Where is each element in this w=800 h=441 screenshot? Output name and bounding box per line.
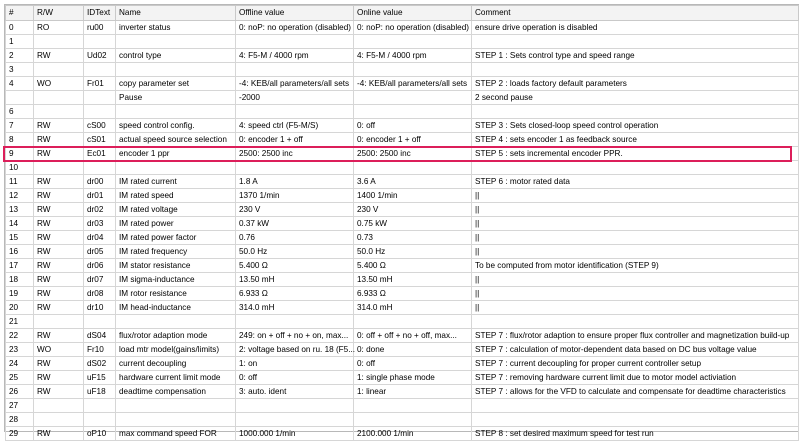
idtext-cell (84, 91, 116, 105)
idtext-cell (84, 105, 116, 119)
offline-value-cell[interactable]: 6.933 Ω (236, 287, 354, 301)
table-row[interactable] (6, 49, 799, 63)
index-cell: 9 (6, 147, 34, 161)
table-row[interactable] (6, 175, 799, 189)
idtext-cell: uF15 (84, 371, 116, 385)
rw-cell (34, 91, 84, 105)
header-row (6, 6, 799, 21)
online-value-cell[interactable]: 230 V (354, 203, 472, 217)
comment-cell (472, 413, 799, 427)
table-row[interactable] (6, 63, 799, 77)
comment-cell (472, 63, 799, 77)
online-value-cell[interactable]: -4: KEB/all parameters/all sets (354, 77, 472, 91)
idtext-cell: Ud02 (84, 49, 116, 63)
column-header-online-value[interactable]: Online value (354, 6, 472, 21)
comment-cell: || (472, 273, 799, 287)
index-cell: 20 (6, 301, 34, 315)
online-value-cell[interactable]: 0: off + off + no + off, max... (354, 329, 472, 343)
name-cell: IM rated frequency (116, 245, 236, 259)
column-header-idtext[interactable]: IDText (84, 6, 116, 21)
rw-cell: RW (34, 273, 84, 287)
online-value-cell[interactable] (354, 161, 472, 175)
offline-value-cell[interactable] (236, 105, 354, 119)
idtext-cell (84, 399, 116, 413)
rw-cell (34, 413, 84, 427)
comment-cell: To be computed from motor identification (STEP 9) (472, 259, 799, 273)
comment-cell: || (472, 217, 799, 231)
offline-value-cell[interactable] (236, 413, 354, 427)
rw-cell: RW (34, 49, 84, 63)
name-cell: control type (116, 49, 236, 63)
idtext-cell (84, 161, 116, 175)
table-row[interactable] (6, 329, 799, 343)
offline-value-cell[interactable]: 0: noP: no operation (disabled) (236, 21, 354, 35)
table-row[interactable] (6, 21, 799, 35)
name-cell: IM head-inductance (116, 301, 236, 315)
rw-cell: RW (34, 357, 84, 371)
idtext-cell: dr05 (84, 245, 116, 259)
name-cell: Pause (116, 91, 236, 105)
index-cell: 11 (6, 175, 34, 189)
rw-cell: RW (34, 133, 84, 147)
name-cell (116, 105, 236, 119)
offline-value-cell[interactable]: 249: on + off + no + on, max... (236, 329, 354, 343)
rw-cell: RW (34, 259, 84, 273)
name-cell: copy parameter set (116, 77, 236, 91)
index-cell: 29 (6, 427, 34, 441)
idtext-cell: dr00 (84, 175, 116, 189)
comment-cell: || (472, 245, 799, 259)
online-value-cell[interactable]: 314.0 mH (354, 301, 472, 315)
idtext-cell: uF18 (84, 385, 116, 399)
index-cell: 19 (6, 287, 34, 301)
idtext-cell: Fr10 (84, 343, 116, 357)
table-row[interactable] (6, 161, 799, 175)
comment-cell: STEP 5 : sets incremental encoder PPR. (472, 147, 799, 161)
online-value-cell[interactable]: 0: encoder 1 + off (354, 133, 472, 147)
offline-value-cell[interactable]: 1000.000 1/min (236, 427, 354, 441)
index-cell: 28 (6, 413, 34, 427)
comment-cell: || (472, 231, 799, 245)
rw-cell: RW (34, 385, 84, 399)
rw-cell: RW (34, 119, 84, 133)
name-cell: flux/rotor adaption mode (116, 329, 236, 343)
rw-cell: RW (34, 245, 84, 259)
comment-cell: STEP 4 : sets encoder 1 as feedback source (472, 133, 799, 147)
idtext-cell (84, 63, 116, 77)
idtext-cell: dr02 (84, 203, 116, 217)
idtext-cell: Fr01 (84, 77, 116, 91)
parameter-grid (4, 4, 799, 438)
name-cell: IM rated current (116, 175, 236, 189)
table-row[interactable] (6, 133, 799, 147)
idtext-cell: dr07 (84, 273, 116, 287)
index-cell: 27 (6, 399, 34, 413)
comment-cell (472, 399, 799, 413)
offline-value-cell[interactable] (236, 63, 354, 77)
offline-value-cell[interactable]: 230 V (236, 203, 354, 217)
rw-cell: RW (34, 231, 84, 245)
index-cell (6, 91, 34, 105)
table-row[interactable] (6, 105, 799, 119)
index-cell: 23 (6, 343, 34, 357)
online-value-cell[interactable]: 3.6 A (354, 175, 472, 189)
comment-cell: || (472, 203, 799, 217)
comment-cell: STEP 1 : Sets control type and speed range (472, 49, 799, 63)
online-value-cell[interactable]: 0: done (354, 343, 472, 357)
online-value-cell[interactable]: 1400 1/min (354, 189, 472, 203)
comment-cell: STEP 7 : current decoupling for proper current controller setup (472, 357, 799, 371)
offline-value-cell[interactable]: -4: KEB/all parameters/all sets (236, 77, 354, 91)
rw-cell: WO (34, 343, 84, 357)
offline-value-cell[interactable]: 3: auto. ident (236, 385, 354, 399)
index-cell: 6 (6, 105, 34, 119)
name-cell: max command speed FOR (116, 427, 236, 441)
offline-value-cell[interactable]: 1370 1/min (236, 189, 354, 203)
column-header-comment[interactable]: Comment (472, 6, 799, 21)
name-cell (116, 413, 236, 427)
index-cell: 1 (6, 35, 34, 49)
name-cell (116, 399, 236, 413)
index-cell: 3 (6, 63, 34, 77)
index-cell: 15 (6, 231, 34, 245)
table-row[interactable] (6, 385, 799, 399)
index-cell: 4 (6, 77, 34, 91)
table-row[interactable] (6, 189, 799, 203)
table-row[interactable] (6, 91, 799, 105)
rw-cell (34, 315, 84, 329)
index-cell: 2 (6, 49, 34, 63)
idtext-cell: dr08 (84, 287, 116, 301)
index-cell: 12 (6, 189, 34, 203)
comment-cell: STEP 8 : set desired maximum speed for test run (472, 427, 799, 441)
offline-value-cell[interactable] (236, 399, 354, 413)
rw-cell (34, 105, 84, 119)
comment-cell: STEP 2 : loads factory default parameters (472, 77, 799, 91)
offline-value-cell[interactable]: 0.37 kW (236, 217, 354, 231)
table-row[interactable] (6, 119, 799, 133)
table-row[interactable] (6, 273, 799, 287)
index-cell: 18 (6, 273, 34, 287)
rw-cell: RW (34, 287, 84, 301)
name-cell (116, 161, 236, 175)
offline-value-cell[interactable]: 2500: 2500 inc (236, 147, 354, 161)
idtext-cell: Ec01 (84, 147, 116, 161)
index-cell: 0 (6, 21, 34, 35)
rw-cell (34, 399, 84, 413)
index-cell: 8 (6, 133, 34, 147)
offline-value-cell[interactable] (236, 315, 354, 329)
column-header-index[interactable]: # (6, 6, 34, 21)
index-cell: 26 (6, 385, 34, 399)
online-value-cell[interactable] (354, 35, 472, 49)
table-row[interactable] (6, 35, 799, 49)
table-row[interactable] (6, 315, 799, 329)
comment-cell (472, 161, 799, 175)
name-cell: IM sigma-inductance (116, 273, 236, 287)
idtext-cell: dr04 (84, 231, 116, 245)
offline-value-cell[interactable] (236, 161, 354, 175)
online-value-cell[interactable]: 50.0 Hz (354, 245, 472, 259)
online-value-cell[interactable] (354, 399, 472, 413)
index-cell: 25 (6, 371, 34, 385)
table-row[interactable] (6, 371, 799, 385)
idtext-cell: oP10 (84, 427, 116, 441)
name-cell (116, 315, 236, 329)
name-cell: speed control config. (116, 119, 236, 133)
offline-value-cell[interactable]: 0: off (236, 371, 354, 385)
idtext-cell: dr06 (84, 259, 116, 273)
online-value-cell[interactable]: 0.73 (354, 231, 472, 245)
online-value-cell[interactable]: 2100.000 1/min (354, 427, 472, 441)
name-cell: deadtime compensation (116, 385, 236, 399)
table-row[interactable] (6, 203, 799, 217)
offline-value-cell[interactable]: 0.76 (236, 231, 354, 245)
online-value-cell[interactable] (354, 315, 472, 329)
column-header-offline-value[interactable]: Offline value (236, 6, 354, 21)
comment-cell: STEP 7 : removing hardware current limit due to motor model activiation (472, 371, 799, 385)
idtext-cell (84, 315, 116, 329)
offline-value-cell[interactable]: 13.50 mH (236, 273, 354, 287)
name-cell: IM rated power (116, 217, 236, 231)
index-cell: 13 (6, 203, 34, 217)
rw-cell: RW (34, 189, 84, 203)
table-row[interactable] (6, 399, 799, 413)
offline-value-cell[interactable]: -2000 (236, 91, 354, 105)
rw-cell: RW (34, 427, 84, 441)
rw-cell: RW (34, 147, 84, 161)
online-value-cell[interactable] (354, 91, 472, 105)
name-cell: IM rated power factor (116, 231, 236, 245)
idtext-cell (84, 413, 116, 427)
index-cell: 14 (6, 217, 34, 231)
idtext-cell: dS02 (84, 357, 116, 371)
comment-cell: STEP 7 : calculation of motor-dependent data based on DC bus voltage value (472, 343, 799, 357)
comment-cell: STEP 7 : allows for the VFD to calculate and compensate for deadtime characteristics (472, 385, 799, 399)
index-cell: 16 (6, 245, 34, 259)
name-cell: inverter status (116, 21, 236, 35)
table-row[interactable] (6, 357, 799, 371)
index-cell: 17 (6, 259, 34, 273)
online-value-cell[interactable]: 1: single phase mode (354, 371, 472, 385)
name-cell (116, 35, 236, 49)
rw-cell: RO (34, 21, 84, 35)
table-row[interactable] (6, 259, 799, 273)
name-cell: hardware current limit mode (116, 371, 236, 385)
comment-cell: STEP 6 : motor rated data (472, 175, 799, 189)
idtext-cell: dS04 (84, 329, 116, 343)
name-cell: IM rated voltage (116, 203, 236, 217)
offline-value-cell[interactable]: 0: encoder 1 + off (236, 133, 354, 147)
idtext-cell: cS00 (84, 119, 116, 133)
comment-cell: || (472, 287, 799, 301)
online-value-cell[interactable]: 13.50 mH (354, 273, 472, 287)
online-value-cell[interactable]: 1: linear (354, 385, 472, 399)
rw-cell: WO (34, 77, 84, 91)
offline-value-cell[interactable]: 50.0 Hz (236, 245, 354, 259)
name-cell: load mtr model(gains/limits) (116, 343, 236, 357)
online-value-cell[interactable]: 6.933 Ω (354, 287, 472, 301)
online-value-cell[interactable] (354, 105, 472, 119)
parameter-table (5, 5, 799, 441)
comment-cell: STEP 3 : Sets closed-loop speed control operation (472, 119, 799, 133)
online-value-cell[interactable]: 0: off (354, 357, 472, 371)
table-row[interactable] (6, 245, 799, 259)
rw-cell (34, 161, 84, 175)
online-value-cell[interactable]: 0.75 kW (354, 217, 472, 231)
rw-cell: RW (34, 301, 84, 315)
comment-cell: STEP 7 : flux/rotor adaption to ensure proper flux controller and magnetization build-up (472, 329, 799, 343)
table-row[interactable] (6, 301, 799, 315)
name-cell: IM rotor resistance (116, 287, 236, 301)
index-cell: 10 (6, 161, 34, 175)
online-value-cell[interactable]: 5.400 Ω (354, 259, 472, 273)
offline-value-cell[interactable]: 314.0 mH (236, 301, 354, 315)
index-cell: 22 (6, 329, 34, 343)
online-value-cell[interactable]: 4: F5-M / 4000 rpm (354, 49, 472, 63)
column-header-name[interactable]: Name (116, 6, 236, 21)
rw-cell (34, 63, 84, 77)
idtext-cell: ru00 (84, 21, 116, 35)
offline-value-cell[interactable]: 1.8 A (236, 175, 354, 189)
name-cell: IM rated speed (116, 189, 236, 203)
column-header-rw[interactable]: R/W (34, 6, 84, 21)
table-row[interactable] (6, 343, 799, 357)
comment-cell (472, 105, 799, 119)
online-value-cell[interactable]: 0: off (354, 119, 472, 133)
comment-cell: || (472, 301, 799, 315)
comment-cell (472, 315, 799, 329)
name-cell: IM stator resistance (116, 259, 236, 273)
rw-cell: RW (34, 371, 84, 385)
comment-cell: || (472, 189, 799, 203)
online-value-cell[interactable]: 2500: 2500 inc (354, 147, 472, 161)
online-value-cell[interactable] (354, 413, 472, 427)
online-value-cell[interactable] (354, 63, 472, 77)
offline-value-cell[interactable] (236, 35, 354, 49)
rw-cell (34, 35, 84, 49)
index-cell: 21 (6, 315, 34, 329)
table-row[interactable] (6, 427, 799, 441)
offline-value-cell[interactable]: 5.400 Ω (236, 259, 354, 273)
index-cell: 7 (6, 119, 34, 133)
table-row[interactable] (6, 413, 799, 427)
idtext-cell (84, 35, 116, 49)
rw-cell: RW (34, 175, 84, 189)
online-value-cell[interactable]: 0: noP: no operation (disabled) (354, 21, 472, 35)
idtext-cell: dr10 (84, 301, 116, 315)
idtext-cell: cS01 (84, 133, 116, 147)
comment-cell (472, 35, 799, 49)
table-row[interactable] (6, 147, 799, 161)
rw-cell: RW (34, 203, 84, 217)
idtext-cell: dr03 (84, 217, 116, 231)
table-row[interactable] (6, 231, 799, 245)
name-cell: encoder 1 ppr (116, 147, 236, 161)
offline-value-cell[interactable]: 2: voltage based on ru. 18 (F5... (236, 343, 354, 357)
table-row[interactable] (6, 77, 799, 91)
rw-cell: RW (34, 217, 84, 231)
table-row[interactable] (6, 217, 799, 231)
idtext-cell: dr01 (84, 189, 116, 203)
index-cell: 24 (6, 357, 34, 371)
table-row[interactable] (6, 287, 799, 301)
comment-cell: 2 second pause (472, 91, 799, 105)
offline-value-cell[interactable]: 1: on (236, 357, 354, 371)
name-cell: current decoupling (116, 357, 236, 371)
rw-cell: RW (34, 329, 84, 343)
comment-cell: ensure drive operation is disabled (472, 21, 799, 35)
name-cell (116, 63, 236, 77)
name-cell: actual speed source selection (116, 133, 236, 147)
offline-value-cell[interactable]: 4: F5-M / 4000 rpm (236, 49, 354, 63)
offline-value-cell[interactable]: 4: speed ctrl (F5-M/S) (236, 119, 354, 133)
